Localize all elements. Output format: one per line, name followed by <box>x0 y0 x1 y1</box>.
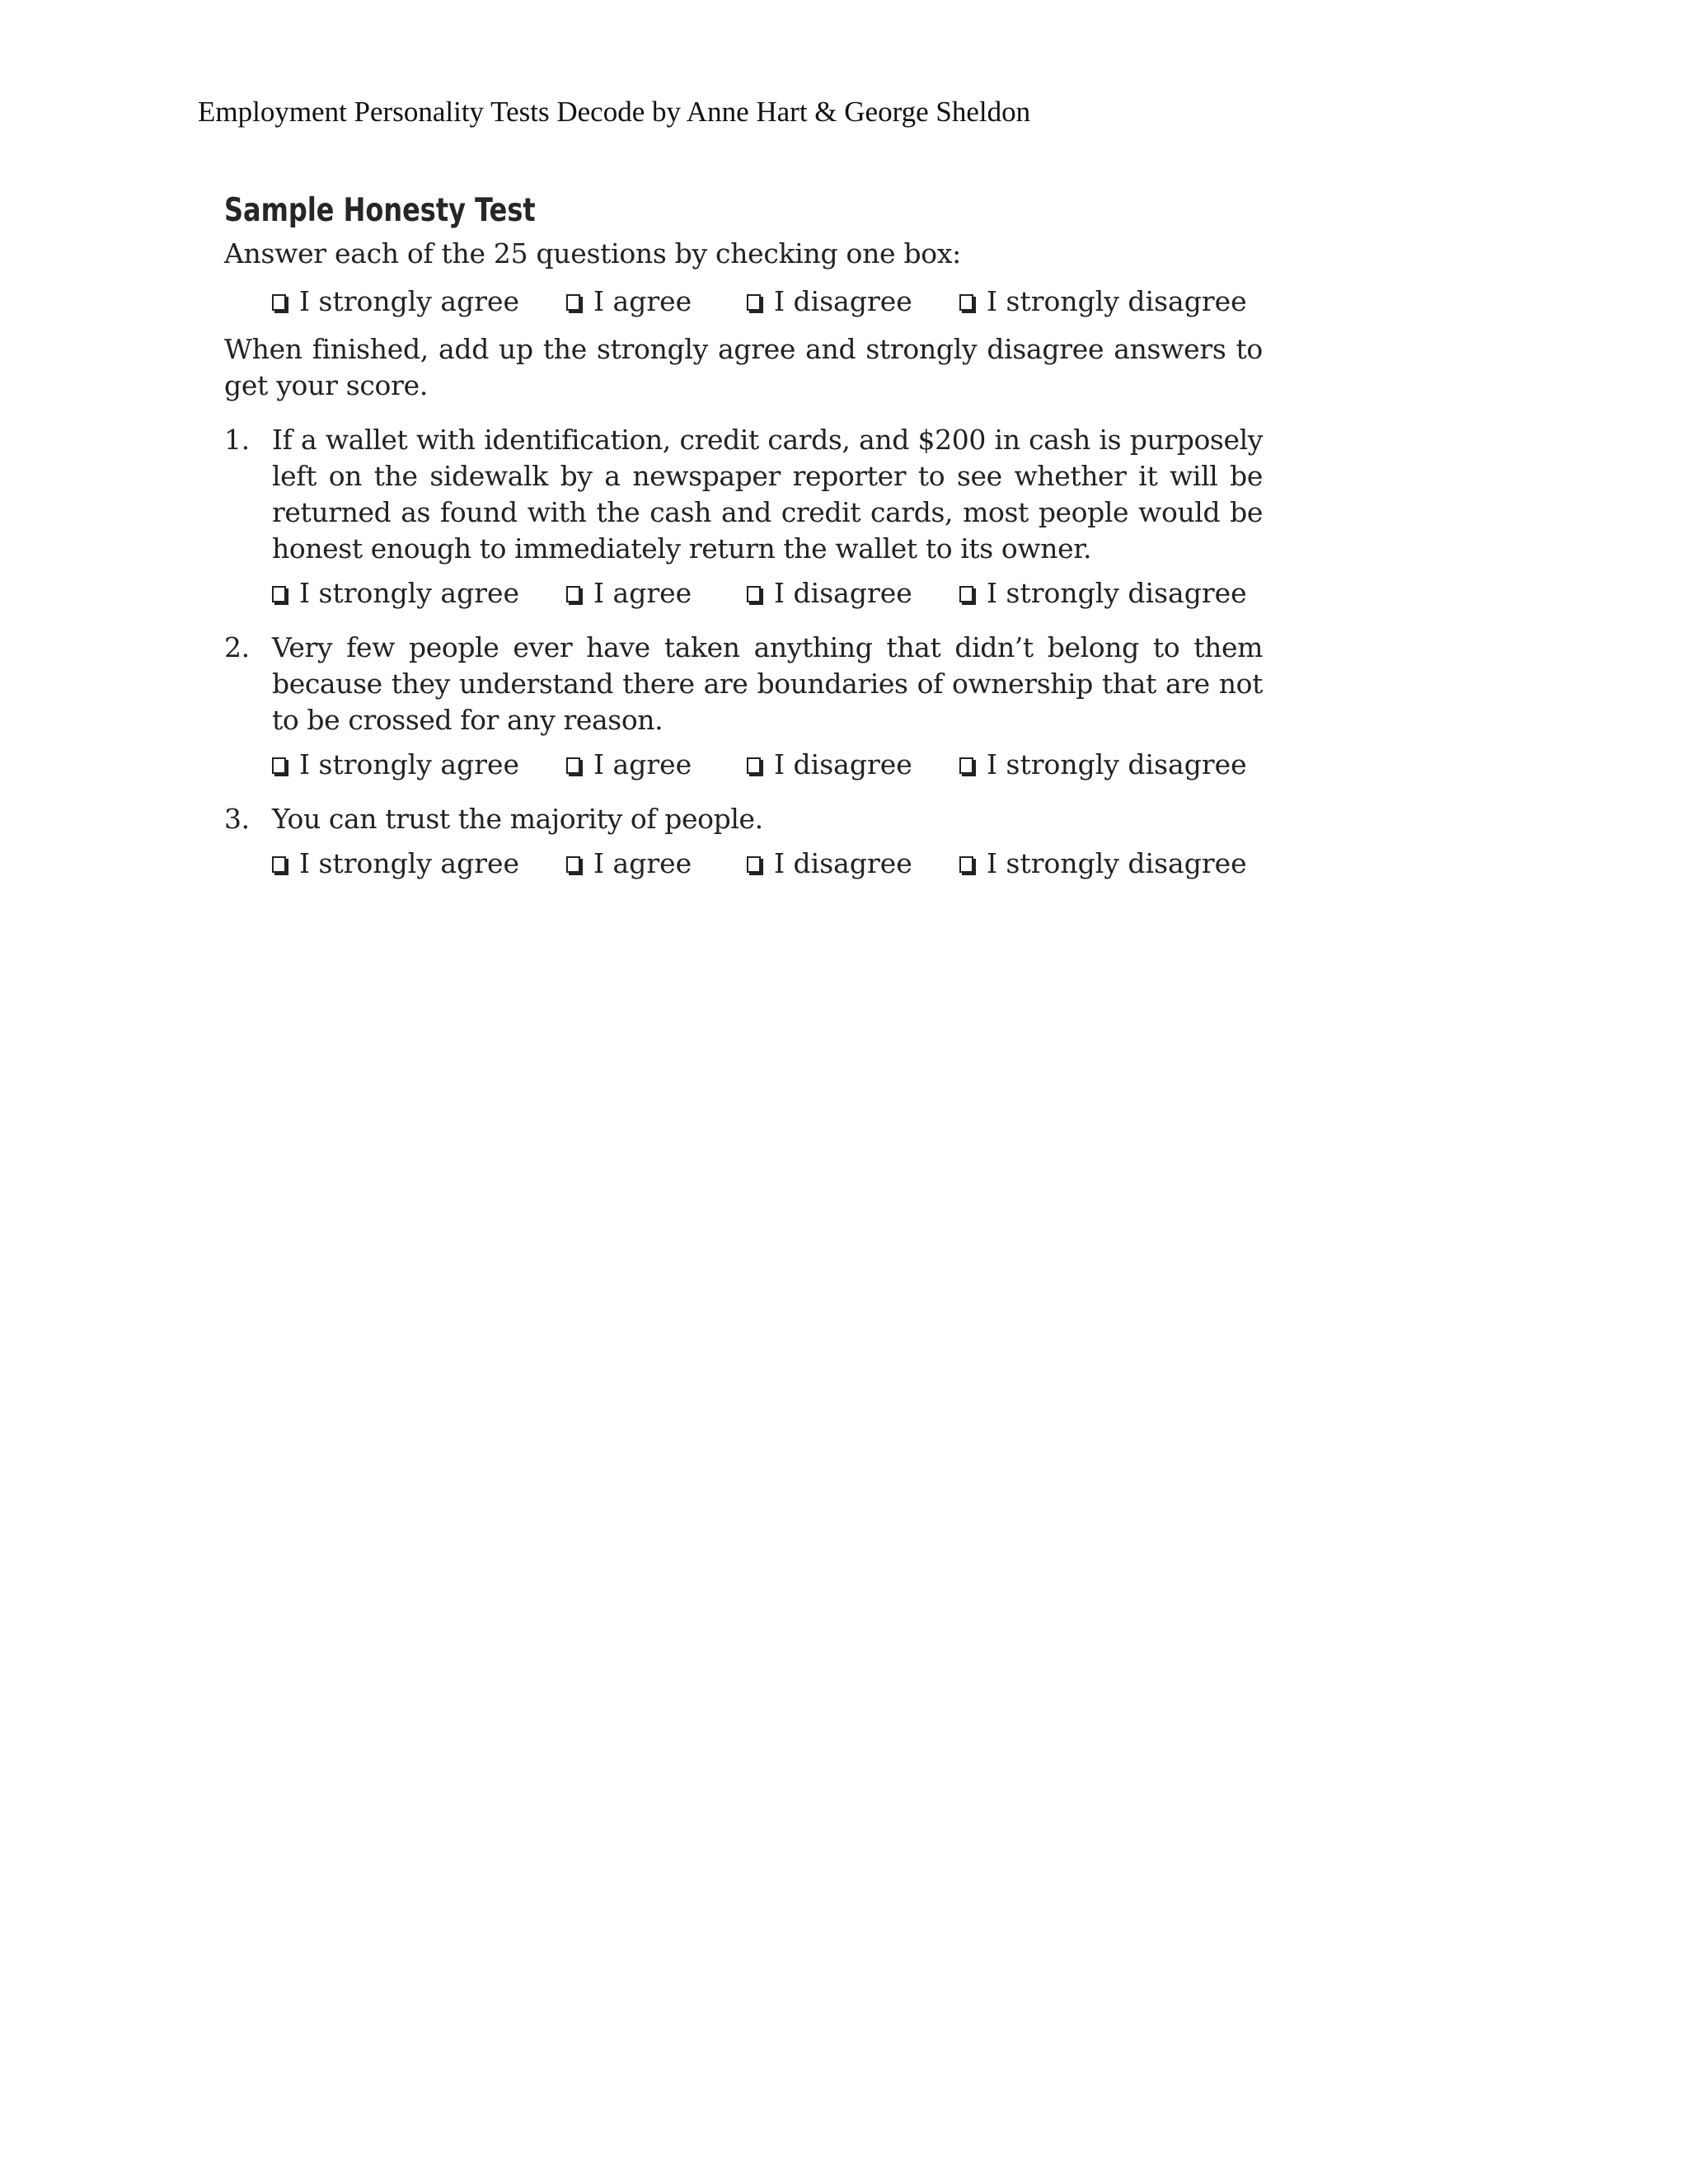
option-agree[interactable]: I agree <box>566 846 747 882</box>
checkbox-icon <box>566 757 580 774</box>
checkbox-icon <box>272 586 286 602</box>
book-excerpt <box>224 186 1263 882</box>
checkbox-icon <box>959 586 973 602</box>
option-agree[interactable]: I agree <box>566 747 747 783</box>
question-number: 3. <box>224 803 250 835</box>
checkbox-icon <box>566 586 580 602</box>
checkbox-icon <box>747 586 761 602</box>
checkbox-icon <box>959 856 973 873</box>
option-strongly-agree[interactable]: I strongly agree <box>272 846 566 882</box>
question-number: 1. <box>224 424 250 456</box>
question-3-options <box>272 846 1263 882</box>
instructions: Answer each of the 25 questions by checking one box: <box>224 237 961 269</box>
checkbox-icon <box>272 294 286 311</box>
option-disagree[interactable]: I disagree <box>747 747 959 783</box>
question-text: You can trust the majority of people. <box>272 803 763 835</box>
checkbox-icon <box>566 294 580 311</box>
question-1 <box>224 422 1263 567</box>
option-disagree[interactable]: I disagree <box>747 846 959 882</box>
question-text: Very few people ever have taken anything that didn’t belong to them because they understand there are boundaries of ownership that are not to be crossed for any reason. <box>272 631 1263 736</box>
option-agree[interactable]: I agree <box>566 284 747 320</box>
question-number: 2. <box>224 631 250 663</box>
option-strongly-agree[interactable]: I strongly agree <box>272 747 566 783</box>
checkbox-icon <box>959 757 973 774</box>
option-strongly-agree[interactable]: I strongly agree <box>272 575 566 612</box>
checkbox-icon <box>747 757 761 774</box>
question-3 <box>224 801 1263 837</box>
question-text: If a wallet with identification, credit cards, and $200 in cash is purposely left on the sidewalk by a newspaper reporter to see whether it will be returned as found with the cash and credit cards, most people would be honest enough to immediately return the wallet to its owner. <box>272 424 1263 565</box>
checkbox-icon <box>959 294 973 311</box>
option-agree[interactable]: I agree <box>566 575 747 612</box>
option-strongly-disagree[interactable]: I strongly disagree <box>959 284 1247 320</box>
checkbox-icon <box>566 856 580 873</box>
checkbox-icon <box>272 757 286 774</box>
question-2-options <box>272 747 1263 783</box>
question-1-options <box>272 575 1263 612</box>
option-strongly-disagree[interactable]: I strongly disagree <box>959 846 1247 882</box>
checkbox-icon <box>747 856 761 873</box>
answer-options-legend <box>272 284 1263 320</box>
running-header: Employment Personality Tests Decode by Anne Hart & George Sheldon <box>198 96 1031 128</box>
scoring-note: When finished, add up the strongly agree and strongly disagree answers to get your score. <box>224 333 1263 401</box>
checkbox-icon <box>272 856 286 873</box>
option-strongly-agree[interactable]: I strongly agree <box>272 284 566 320</box>
option-strongly-disagree[interactable]: I strongly disagree <box>959 747 1247 783</box>
test-title: Sample Honesty Test <box>224 192 536 229</box>
option-disagree[interactable]: I disagree <box>747 284 959 320</box>
checkbox-icon <box>747 294 761 311</box>
option-strongly-disagree[interactable]: I strongly disagree <box>959 575 1247 612</box>
question-2 <box>224 630 1263 738</box>
option-disagree[interactable]: I disagree <box>747 575 959 612</box>
